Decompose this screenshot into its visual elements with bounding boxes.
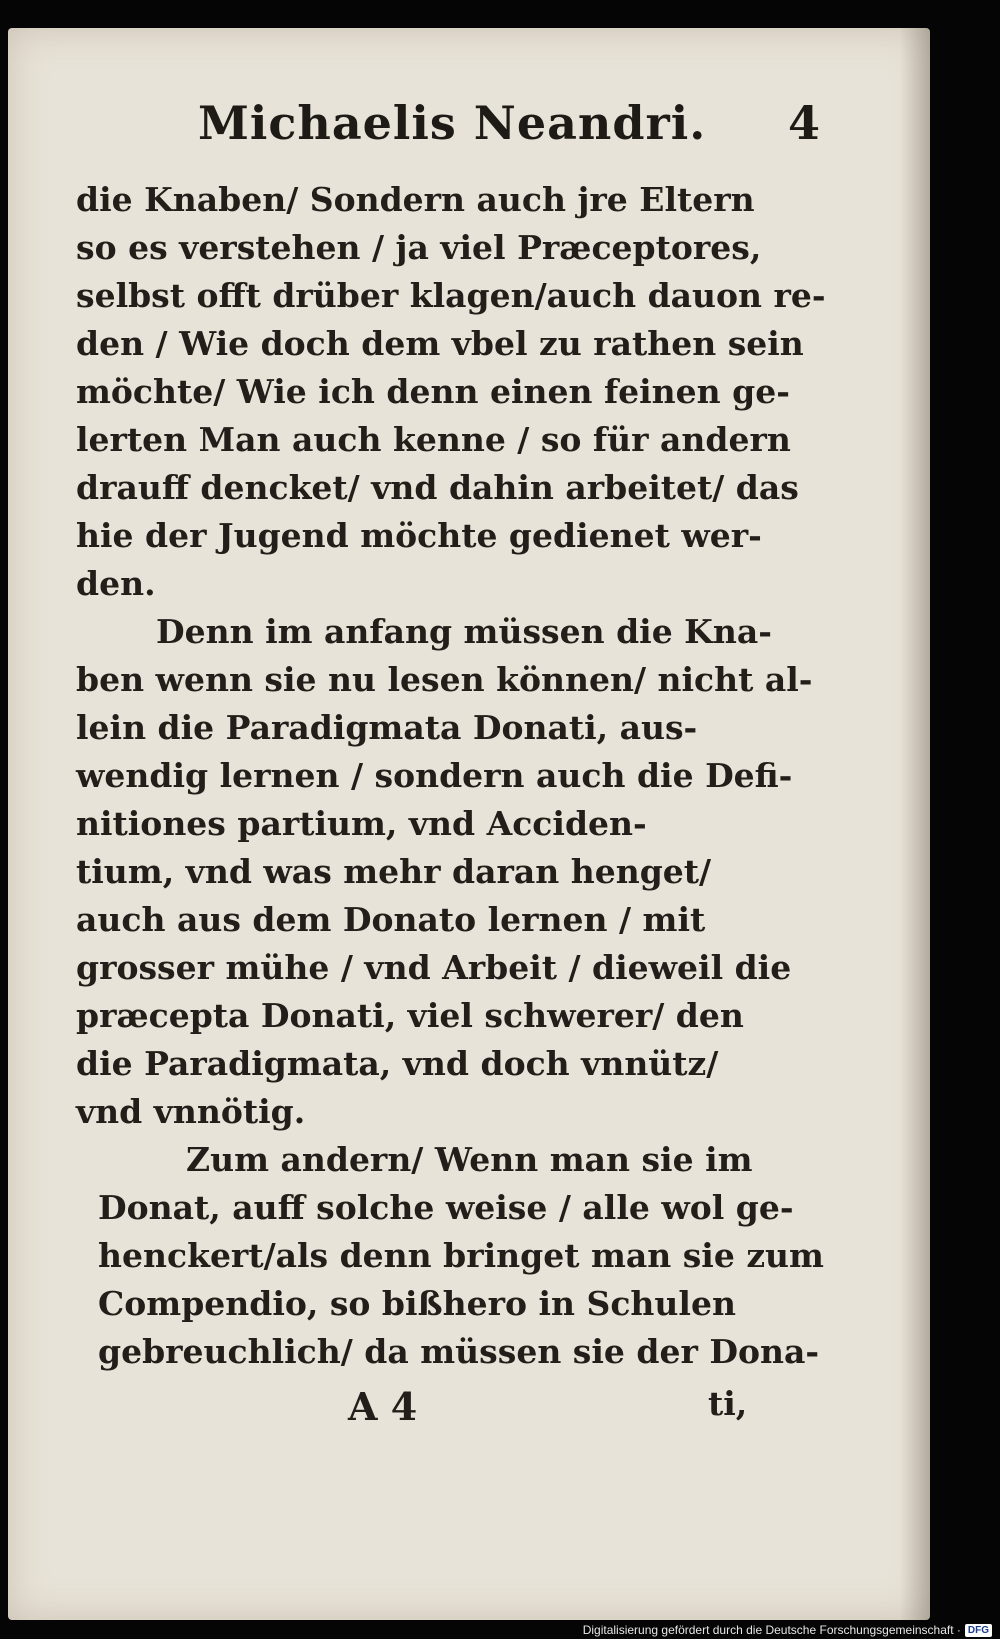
- text-line: drauff dencket/ vnd dahin arbeitet/ das: [76, 468, 799, 507]
- paragraph-start-line: Zum andern/ Wenn man sie im: [186, 1140, 753, 1179]
- text-line: lein die Paradigmata Donati, aus-: [76, 708, 698, 747]
- text-line: die Paradigmata, vnd doch vnnütz/: [76, 1044, 719, 1083]
- dfg-logo: DFG: [965, 1624, 992, 1637]
- text-line: Compendio, so bißhero in Schulen: [98, 1284, 736, 1323]
- text-line: den.: [76, 564, 156, 603]
- page-edge-shadow: [900, 28, 930, 1620]
- text-line: so es verstehen / ja viel Præceptores,: [76, 228, 762, 267]
- text-line: præcepta Donati, viel schwerer/ den: [76, 996, 744, 1035]
- text-line: selbst offt drüber klagen/auch dauon re-: [76, 276, 826, 315]
- text-line: henckert/als denn bringet man sie zum: [98, 1236, 824, 1275]
- paragraph-start-line: Denn im anfang müssen die Kna-: [156, 612, 772, 651]
- text-line: lerten Man auch kenne / so für andern: [76, 420, 791, 459]
- catchword: ti,: [708, 1384, 748, 1423]
- running-head: Michaelis Neandri.: [198, 96, 707, 150]
- text-line: hie der Jugend möchte gedienet wer-: [76, 516, 762, 555]
- text-line: wendig lernen / sondern auch die Defi-: [76, 756, 793, 795]
- text-line: möchte/ Wie ich denn einen feinen ge-: [76, 372, 790, 411]
- text-line: auch aus dem Donato lernen / mit: [76, 900, 706, 939]
- text-line: ben wenn sie nu lesen können/ nicht al-: [76, 660, 813, 699]
- text-line: die Knaben/ Sondern auch jre Eltern: [76, 180, 755, 219]
- text-line: Donat, auff solche weise / alle wol ge-: [98, 1188, 794, 1227]
- text-line: tium, vnd was mehr daran henget/: [76, 852, 712, 891]
- signature-mark: A 4: [348, 1384, 418, 1429]
- text-line: grosser mühe / vnd Arbeit / dieweil die: [76, 948, 792, 987]
- text-line: gebreuchlich/ da müssen sie der Dona-: [98, 1332, 820, 1371]
- book-page: [8, 28, 930, 1620]
- digitization-footer: [583, 1623, 992, 1637]
- text-line: den / Wie doch dem vbel zu rathen sein: [76, 324, 804, 363]
- page-number: 4: [788, 96, 821, 150]
- text-line: vnd vnnötig.: [76, 1092, 306, 1131]
- digitization-note: Digitalisierung gefördert durch die Deutsche Forschungsgemeinschaft ·: [582, 1623, 961, 1637]
- text-line: nitiones partium, vnd Acciden-: [76, 804, 647, 843]
